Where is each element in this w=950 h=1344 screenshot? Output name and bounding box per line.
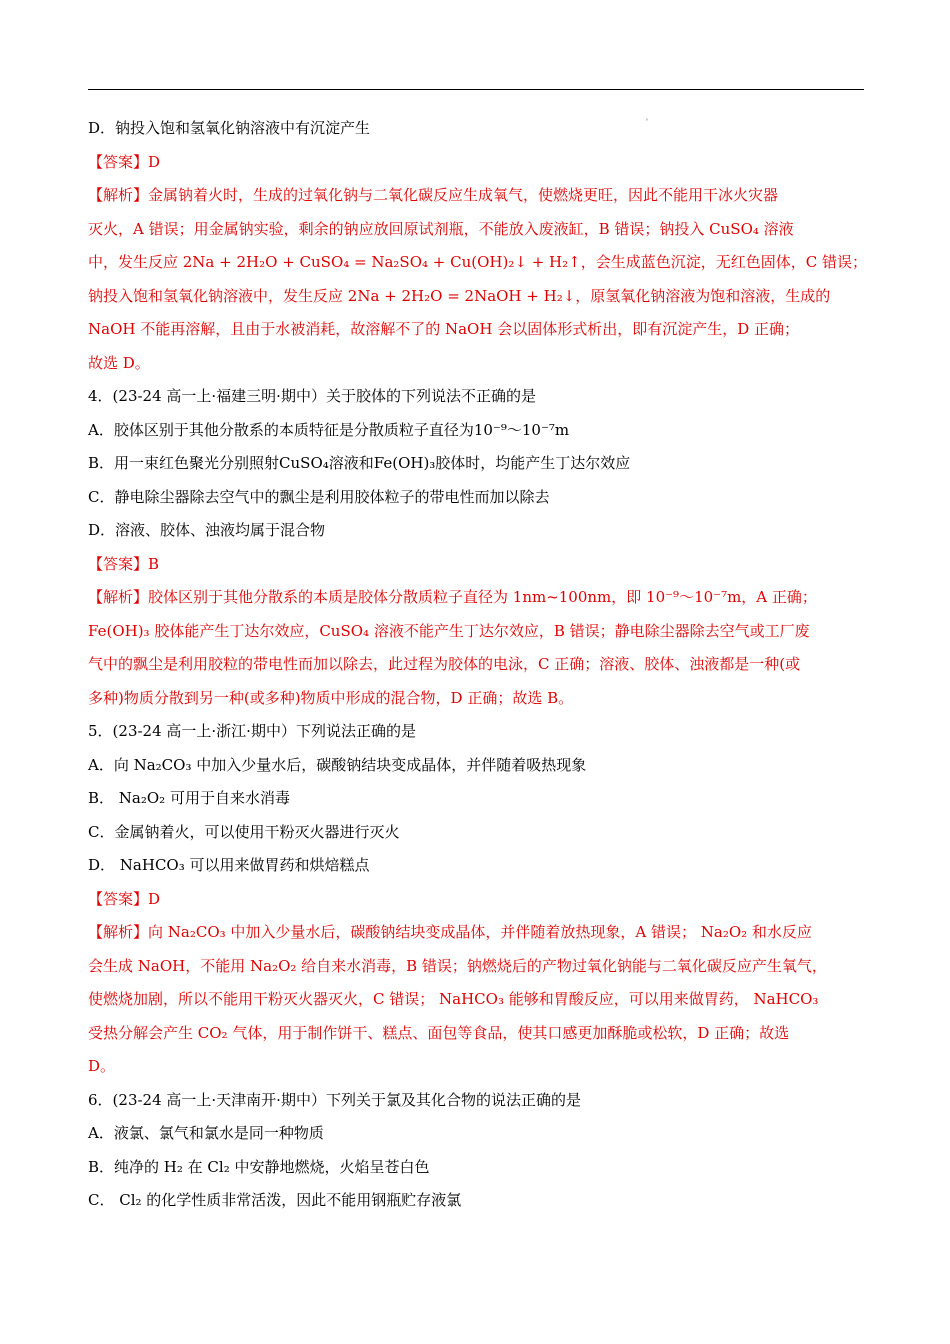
q4-answer: 【答案】B	[88, 554, 160, 573]
q6-option: C． Cl₂ 的化学性质非常活泼，因此不能用钢瓶贮存液氯	[88, 1191, 462, 1209]
q5-explanation-line: D。	[88, 1057, 116, 1075]
q5-option: D． NaHCO₃ 可以用来做胃药和烘焙糕点	[88, 856, 370, 874]
q4-explanation-line: 气中的飘尘是利用胶粒的带电性而加以除去，此过程为胶体的电泳，C 正确；溶液、胶体、浊液都是一种(或	[88, 655, 801, 673]
q3-explanation-line: 中，发生反应 2Na + 2H₂O + CuSO₄ = Na₂SO₄ + Cu(OH)₂↓ + H₂↑，会生成蓝色沉淀，无红色固体，C 错误；	[88, 253, 867, 271]
q6-option: A．液氯、氯气和氯水是同一种物质	[88, 1124, 324, 1142]
header-rule	[88, 89, 864, 90]
q3-explanation-line: 灭火，A 错误；用金属钠实验，剩余的钠应放回原试剂瓶，不能放入废液缸，B 错误；钠投入 CuSO₄ 溶液	[88, 219, 794, 238]
q5-option: C．金属钠着火，可以使用干粉灭火器进行灭火	[88, 822, 400, 841]
page-mark: '	[646, 118, 648, 126]
q5-explanation-line: 【解析】向 Na₂CO₃ 中加入少量水后，碳酸钠结块变成晶体，并伴随着放热现象，A 错误； Na₂O₂ 和水反应	[88, 923, 812, 941]
q4-option: D．溶液、胶体、浊液均属于混合物	[88, 521, 326, 539]
q4-option: C．静电除尘器除去空气中的飘尘是利用胶体粒子的带电性而加以除去	[88, 487, 550, 506]
q5-option: A．向 Na₂CO₃ 中加入少量水后，碳酸钠结块变成晶体，并伴随着吸热现象	[88, 755, 587, 774]
q3-explanation-line: 钠投入饱和氢氧化钠溶液中，发生反应 2Na + 2H₂O = 2NaOH + H₂↓，原氢氧化钠溶液为饱和溶液，生成的	[88, 286, 831, 305]
q4-explanation-line: Fe(OH)₃ 胶体能产生丁达尔效应，CuSO₄ 溶液不能产生丁达尔效应，B 错误；静电除尘器除去空气或工厂废	[88, 621, 810, 640]
q5-answer: 【答案】D	[88, 889, 161, 908]
q3-option-d: D．钠投入饱和氢氧化钠溶液中有沉淀产生	[88, 119, 371, 137]
q5-explanation-line: 受热分解会产生 CO₂ 气体，用于制作饼干、糕点、面包等食品，使其口感更加酥脆或松软，D 正确；故选	[88, 1023, 790, 1042]
q5-explanation-line: 会生成 NaOH，不能用 Na₂O₂ 给自来水消毒，B 错误；钠燃烧后的产物过氧化钠能与二氧化碳反应产生氧气，	[88, 956, 827, 975]
q4-stem: 4．(23-24 高一上·福建三明·期中）关于胶体的下列说法不正确的是	[88, 387, 536, 405]
q4-explanation-line: 多种)物质分散到另一种(或多种)物质中形成的混合物，D 正确；故选 B。	[88, 688, 574, 707]
q3-explanation-line: 【解析】金属钠着火时，生成的过氧化钠与二氧化碳反应生成氧气，使燃烧更旺，因此不能用干冰火灾器	[88, 186, 779, 204]
q3-explanation-line: 故选 D。	[88, 353, 150, 372]
q4-option: B．用一束红色聚光分别照射CuSO₄溶液和Fe(OH)₃胶体时，均能产生丁达尔效应	[88, 454, 631, 472]
q3-answer: 【答案】D	[88, 152, 161, 171]
q6-stem: 6．(23-24 高一上·天津南开·期中）下列关于氯及其化合物的说法正确的是	[88, 1090, 581, 1109]
q5-option: B． Na₂O₂ 可用于自来水消毒	[88, 789, 290, 807]
q6-option: B．纯净的 H₂ 在 Cl₂ 中安静地燃烧，火焰呈苍白色	[88, 1157, 430, 1176]
q5-explanation-line: 使燃烧加剧，所以不能用干粉灭火器灭火，C 错误； NaHCO₃ 能够和胃酸反应，可以用来做胃药， NaHCO₃	[88, 990, 819, 1008]
q4-option: A．胶体区别于其他分散系的本质特征是分散质粒子直径为10⁻⁹～10⁻⁷m	[88, 420, 570, 439]
document-body	[88, 112, 867, 1218]
q5-stem: 5．(23-24 高一上·浙江·期中）下列说法正确的是	[88, 722, 416, 740]
q3-explanation-line: NaOH 不能再溶解，且由于水被消耗，故溶解不了的 NaOH 会以固体形式析出，即有沉淀产生，D 正确；	[88, 320, 799, 338]
q4-explanation-line: 【解析】胶体区别于其他分散系的本质是胶体分散质粒子直径为 1nm~100nm，即 10⁻⁹～10⁻⁷m，A 正确；	[88, 588, 817, 606]
